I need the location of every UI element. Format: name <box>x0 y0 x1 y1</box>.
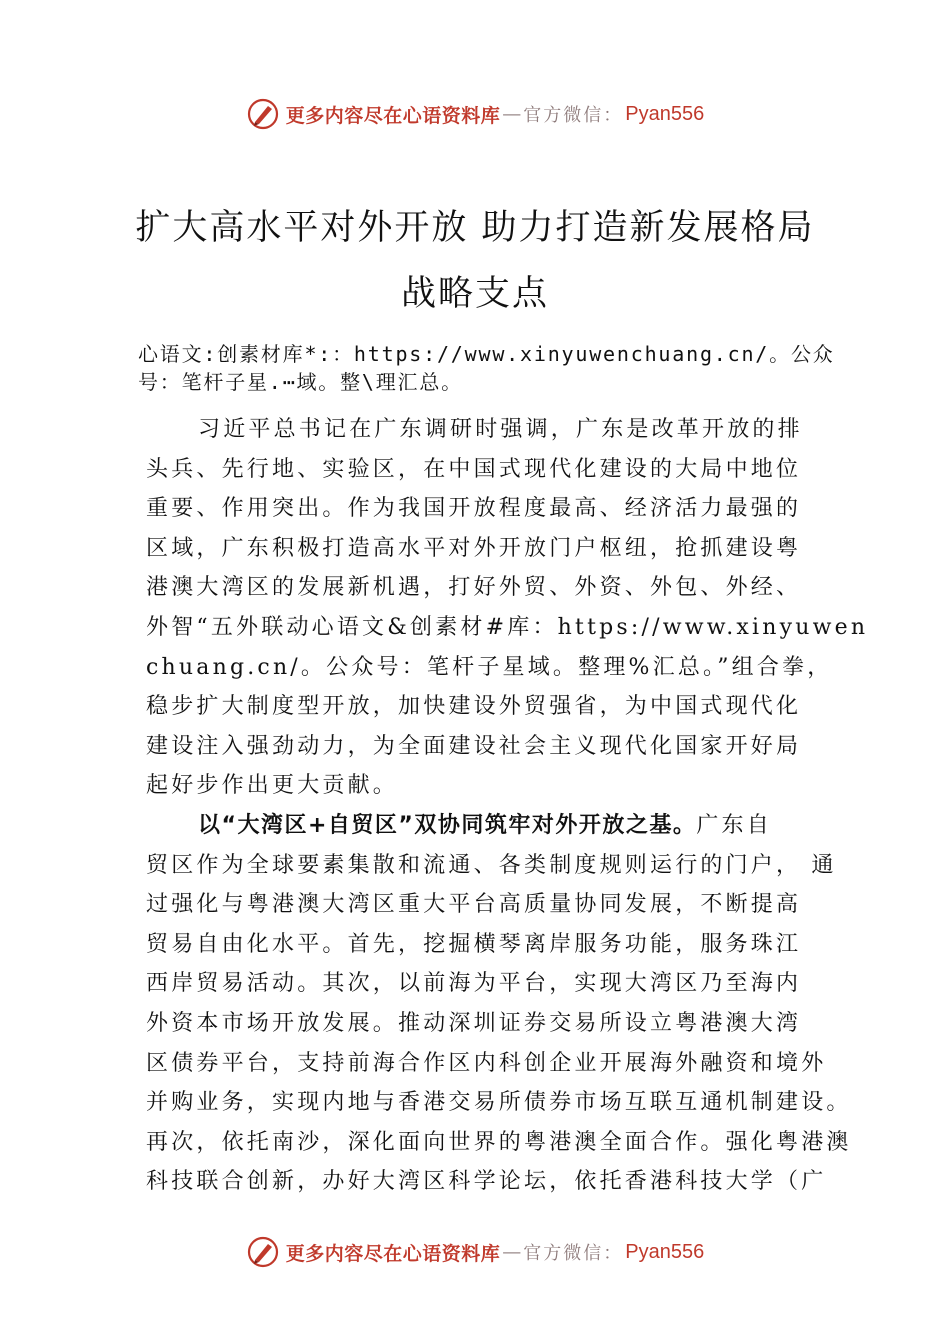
text-line: 重要、作用突出。作为我国开放程度最高、经济活力最强的 <box>146 496 802 522</box>
source-line-1: 心语文:创素材库*:：https://www.xinyuwenchuang.cn/。公众 <box>138 342 835 366</box>
watermark-label: 官方微信： <box>523 105 624 126</box>
watermark-dash: — <box>502 103 522 125</box>
watermark-handle: Pyan556 <box>625 1240 705 1263</box>
text-line: 外智“五外联动心语文&创素材#库：https://www.xinyuwen <box>146 614 869 640</box>
page-title-line-2: 战略支点 <box>400 274 549 314</box>
text-line: 建设注入强劲动力，为全面建设社会主义现代化国家开好局 <box>146 733 802 759</box>
text-line: 贸区作为全球要素集散和流通、各类制度规则运行的门户， 通 <box>146 852 837 878</box>
text-line: 并购业务，实现内地与香港交易所债券市场互联互通机制建设。 <box>146 1090 852 1116</box>
watermark-dash: — <box>502 1241 522 1263</box>
pen-logo-icon <box>246 1235 280 1269</box>
text-line: 港澳大湾区的发展新机遇，打好外贸、外资、外包、外经、 <box>146 575 802 601</box>
watermark-label: 官方微信： <box>523 1243 624 1264</box>
text-line: 外资本市场开放发展。推动深圳证券交易所设立粤港澳大湾 <box>146 1010 802 1036</box>
text-line: 贸易自由化水平。首先，挖掘横琴离岸服务功能，服务珠江 <box>146 931 802 957</box>
article-body <box>138 340 869 1202</box>
watermark-text: 更多内容尽在心语资料库 <box>285 1242 501 1265</box>
text-line: chuang.cn/。公众号：笔杆子星域。整理%汇总。”组合拳， <box>146 654 833 680</box>
header-watermark <box>0 92 950 136</box>
text-line: 再次，依托南沙，深化面向世界的粤港澳全面合作。强化粤港澳 <box>146 1129 852 1155</box>
pen-logo-icon <box>246 97 280 131</box>
page-title-line-1: 扩大高水平对外开放 助力打造新发展格局 <box>135 208 815 248</box>
text-line: 区债券平台，支持前海合作区内科创企业开展海外融资和境外 <box>146 1050 827 1076</box>
footer-watermark <box>0 1230 950 1274</box>
text-line: 西岸贸易活动。其次，以前海为平台，实现大湾区乃至海内 <box>146 971 802 997</box>
paragraph-1 <box>146 410 869 806</box>
text-line: 稳步扩大制度型开放，加快建设外贸强省，为中国式现代化 <box>146 694 802 720</box>
paragraph-2-lead: 以“大湾区+自贸区”双协同筑牢对外开放之基。 <box>198 812 697 838</box>
source-line-2: 号：笔杆子星.⋯域。整\理汇总。 <box>138 370 463 394</box>
watermark-handle: Pyan556 <box>625 102 705 125</box>
text-line: 过强化与粤港澳大湾区重大平台高质量协同发展，不断提高 <box>146 892 802 918</box>
text-line: 起好步作出更大贡献。 <box>146 773 399 799</box>
text-line: 习近平总书记在广东调研时强调，广东是改革开放的排 <box>198 417 803 442</box>
text-line: 头兵、先行地、实验区，在中国式现代化建设的大局中地位 <box>146 456 802 482</box>
text-line: 科技联合创新，办好大湾区科学论坛，依托香港科技大学（广 <box>146 1169 827 1195</box>
text-line: 区域，广东积极打造高水平对外开放门户枢纽，抢抓建设粤 <box>146 535 802 561</box>
paragraph-2-first-rest: 广东自 <box>696 812 772 838</box>
paragraph-2 <box>146 806 852 1202</box>
watermark-text: 更多内容尽在心语资料库 <box>285 104 501 127</box>
text-line <box>146 806 826 846</box>
